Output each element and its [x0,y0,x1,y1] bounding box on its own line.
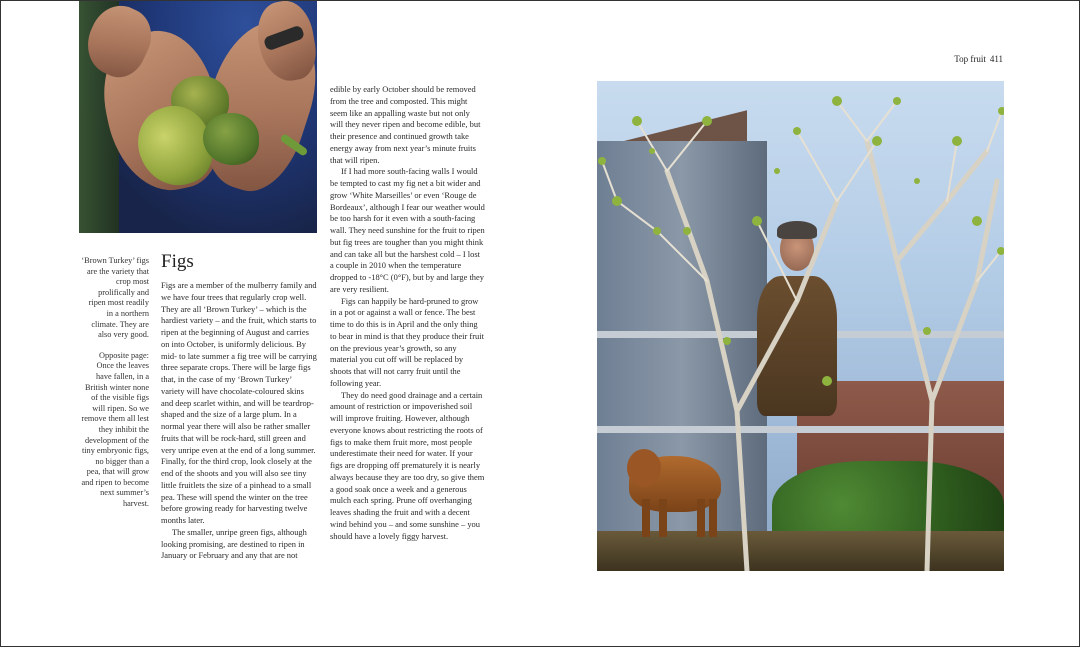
text-column-1 [161,280,317,562]
paragraph: Figs are a member of the mulberry family and we have four trees that regularly crop well. They are all ‘Brown Turkey’ – which is the hardiest variety – and the fruit, which starts to ripen at the beginning of August and carries on into October, is uniformly delicious. By mid- to late summer a fig tree will be carrying three separate crops. There will be large figs that, in the case of my ‘Brown Turkey’ variety will have chocolate-coloured skins and deep scarlet within, and will be teardrop-shaped and the size of a large plum. In a normal year there will also be rather smaller fruits that will be rock-hard, still green and very unripe even at the end of a long summer. Finally, for the third crop, look closely at the end of the shoots and you will also see tiny little fruitlets the size of a pinhead to a small pea. These will spend the winter on the tree before growing ready for harvesting twelve months later. [161,280,317,525]
paragraph: If I had more south-facing walls I would be tempted to cast my fig net a bit wider and grow ‘White Marseilles’ or even ‘Rouge de Bordeaux’, although I fear our weather would be too harsh for it even with a south-facing wall. They need sunshine for the fruit to ripen but fig trees are tougher than you might think and can take all but the harshest cold – I lost a couple in 2010 when the temperature dropped to -18°C (0°F), but by and large they are very resilient. [330,166,485,294]
text-column-2 [330,84,485,542]
photo-caption [81,256,149,520]
paragraph: Figs can happily be hard-pruned to grow in a pot or against a wall or fence. The best time to do this is in April and the only thing to bear in mind is that they produce their fruit on the previous year’s growth, so any material you cut off will be replaced by shoots that will not carry fruit until the following year. [330,295,484,388]
paragraph: They do need good drainage and a certain amount of restriction or impoverished soil will improve fruiting. However, although everyone knows about restricting the roots of figs to make them fruit more, most people underestimate their need for water. If your figs are dropping off prematurely it is nearly always because they are too dry, so give them a good soak once a week and a generous mulch each spring. Prune off overhanging leaves shading the fruit and with a decent wind behind you – and some sunshine – you should have a lovely figgy harvest. [330,389,485,541]
caption-opposite-page: Opposite page: Once the leaves have fallen, in a British winter none of the visible figs will ripen. So we remove them all lest they inhibit the development of the tiny embryonic figs, no bigger than a pea, that will grow and ripen to become next summer’s harvest. [81,350,149,509]
paragraph: The smaller, unripe green figs, although looking promising, are destined to ripen in January or February and any that are not [161,526,307,561]
caption-figs-variety: ‘Brown Turkey’ figs are the variety that crop most prolifically and ripen most readily in a northern climate. They are also very good. [81,256,149,340]
paragraph: edible by early October should be removed from the tree and composted. This might seem like an appalling waste but not only will they never ripen and become edible, but their presence and continued growth take energy away from next year’s minute fruits that will ripen. [330,84,481,165]
photo-hands-holding-figs [79,1,317,233]
running-head [950,54,1003,64]
photo-man-with-fig-trees [597,81,1004,571]
running-head-section: Top fruit [954,54,986,64]
section-heading: Figs [161,251,194,272]
page-number: 411 [989,54,1003,64]
fig-tree-branches [597,81,1004,571]
